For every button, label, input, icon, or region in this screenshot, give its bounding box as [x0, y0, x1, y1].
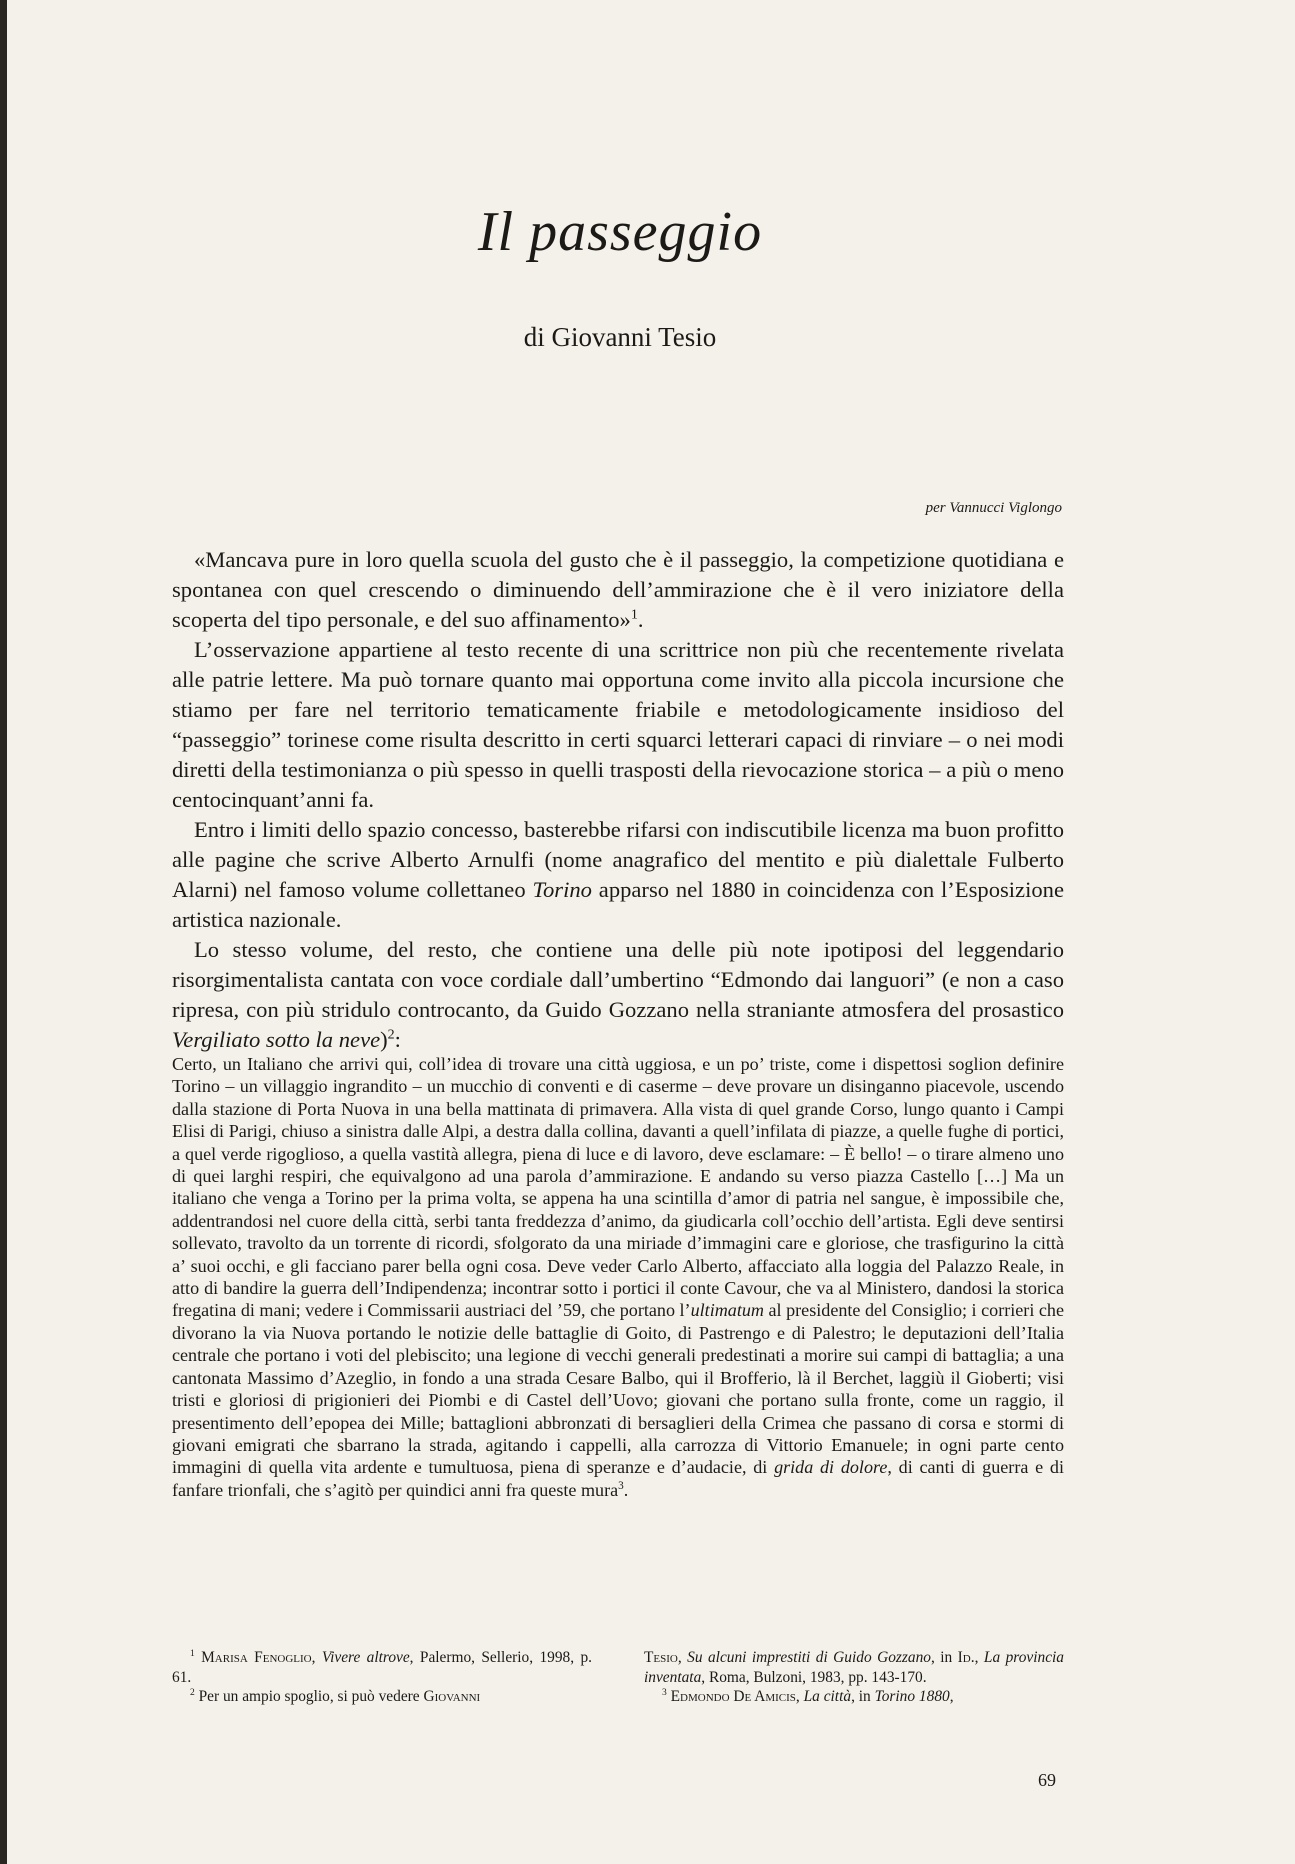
footnote-2-continued: Tesio, Su alcuni imprestiti di Guido Gozzano, in Id., La provincia inventata, Roma, Bulzoni, 1983, pp. 143-170.: [644, 1649, 1064, 1686]
footnotes-right-column: [644, 1648, 1064, 1707]
paragraph-4: Lo stesso volume, del resto, che contiene una delle più note ipotiposi del leggendario risorgimentalista cantata con voce cordiale dall’umbertino “Edmondo dai languori” (e non a caso ripresa, con più stridulo controcanto, da Guido Gozzano nella straniante atmosfera del prosastico Vergiliato sotto la neve)$^2$:: [172, 937, 1064, 1052]
dedication: per Vannucci Viglongo: [925, 500, 1062, 516]
paragraph-1: «Mancava pure in loro quella scuola del gusto che è il passeggio, la competizione quotidiana e spontanea con quel crescendo o diminuendo dell’ammirazione che è il vero iniziatore della scoperta del tipo personale, e del suo affinamento»$^1$.: [172, 547, 1064, 632]
footnote-1: $^1$ Marisa Fenoglio, Vivere altrove, Palermo, Sellerio, 1998, p. 61.: [172, 1647, 592, 1686]
paragraph-3: Entro i limiti dello spazio concesso, basterebbe rifarsi con indiscutibile licenza ma buon profitto alle pagine che scrive Alberto Arnulfi (nome anagrafico del mentito e più dialettale Fulberto Alarni) nel famoso volume collettaneo Torino apparso nel 1880 in coincidenza con l’Esposizione artistica nazionale.: [172, 817, 1064, 932]
article-author: di Giovanni Tesio: [523, 322, 717, 352]
footnotes-left-column: [172, 1648, 592, 1707]
footnotes: [172, 1648, 1064, 1707]
footnote-ref-1: 1: [630, 607, 638, 623]
footnote-ref-3: 3: [618, 1479, 624, 1492]
footnote-3: $^3$ Edmondo De Amicis, La città, in Torino 1880,: [662, 1686, 954, 1705]
article-title: Il passeggio: [477, 201, 763, 263]
footnote-2: $^2$ Per un ampio spoglio, si può vedere Giovanni: [190, 1686, 481, 1705]
body-text: [172, 545, 1064, 1055]
footnote-ref-2: 2: [387, 1027, 395, 1043]
page-number: 69: [1038, 1770, 1056, 1790]
block-quote: Certo, un Italiano che arrivi qui, coll’idea di trovare una città uggiosa, e un po’ triste, come i dispettosi soglion definire Torino – un villaggio ingrandito – un mucchio di conventi e di caserme – deve provare un disinganno piacevole, uscendo dalla stazione di Porta Nuova in una bella mattinata di primavera. Alla vista di quel grande Corso, lungo quanto i Campi Elisi di Parigi, chiuso a sinistra dalle Alpi, a destra dalla collina, davanti a quell’infilata di piazze, a quelle fughe di portici, a quel verde rigoglioso, a quella vastità allegra, piena di luce e di lavoro, deve esclamare: – È bello! – o tirare almeno uno di quei larghi respiri, che equivalgono ad una parola d’ammirazione. E andando su verso piazza Castello […] Ma un italiano che venga a Torino per la prima volta, se appena ha una scintilla d’amor di patria nel sangue, è impossibile che, addentrandosi nel cuore della città, serbi tanta freddezza d’animo, da giudicarla coll’occhio dell’artista. Egli deve sentirsi sollevato, travolto da un torrente di ricordi, sfolgorato da una miriade d’immagini care e gloriose, che trasfigurino la città a’ suoi occhi, e gli facciano parer bella ogni cosa. Deve veder Carlo Alberto, affacciato alla loggia del Palazzo Reale, in atto di bandire la guerra dell’Indipendenza; incontrar sotto i portici il conte Cavour, che va al Ministero, dandosi la storica fregatina di mani; vedere i Commissarii austriaci del ’59, che portano l’ultimatum al presidente del Consiglio; i corrieri che divorano la via Nuova portando le notizie delle battaglie di Goito, di Pastrengo e di Palestro; le deputazioni dell’Italia centrale che portano i voti del plebiscito; una legione di vecchi generali predestinati a morire sui campi di battaglia; a una cantonata Massimo d’Azeglio, in fondo a una strada Cesare Balbo, qui il Brofferio, là il Berchet, laggiù il Gioberti; visi tristi e gloriosi di prigionieri dei Piombi e di Castel dell’Uovo; giovani che portano sulla fronte, come un raggio, il presentimento dell’epopea dei Mille; battaglioni abbronzati di bersaglieri della Crimea che passano di corsa e stormi di giovani emigrati che sbarrano la strada, agitando i cappelli, alla carrozza di Vittorio Emanuele; in ogni parte cento immagini di quella vita ardente e tumultuosa, piena di speranze e d’audacie, di grida di dolore, di canti di guerra e di fanfare trionfali, che s’agitò per quindici anni fra queste mura$^3$.: [172, 1054, 1064, 1500]
paragraph-2: L’osservazione appartiene al testo recente di una scrittrice non più che recentemente rivelata alle patrie lettere. Ma può tornare quanto mai opportuna come invito alla piccola incursione che stiamo per fare nel territorio tematicamente friabile e metodologicamente insidioso del “passeggio” torinese come risulta descritto in certi squarci letterari capaci di rinviare – o nei modi diretti della testimonianza o più spesso in quelli trasposti della rievocazione storica – a più o meno centocinquant’anni fa.: [172, 637, 1064, 812]
